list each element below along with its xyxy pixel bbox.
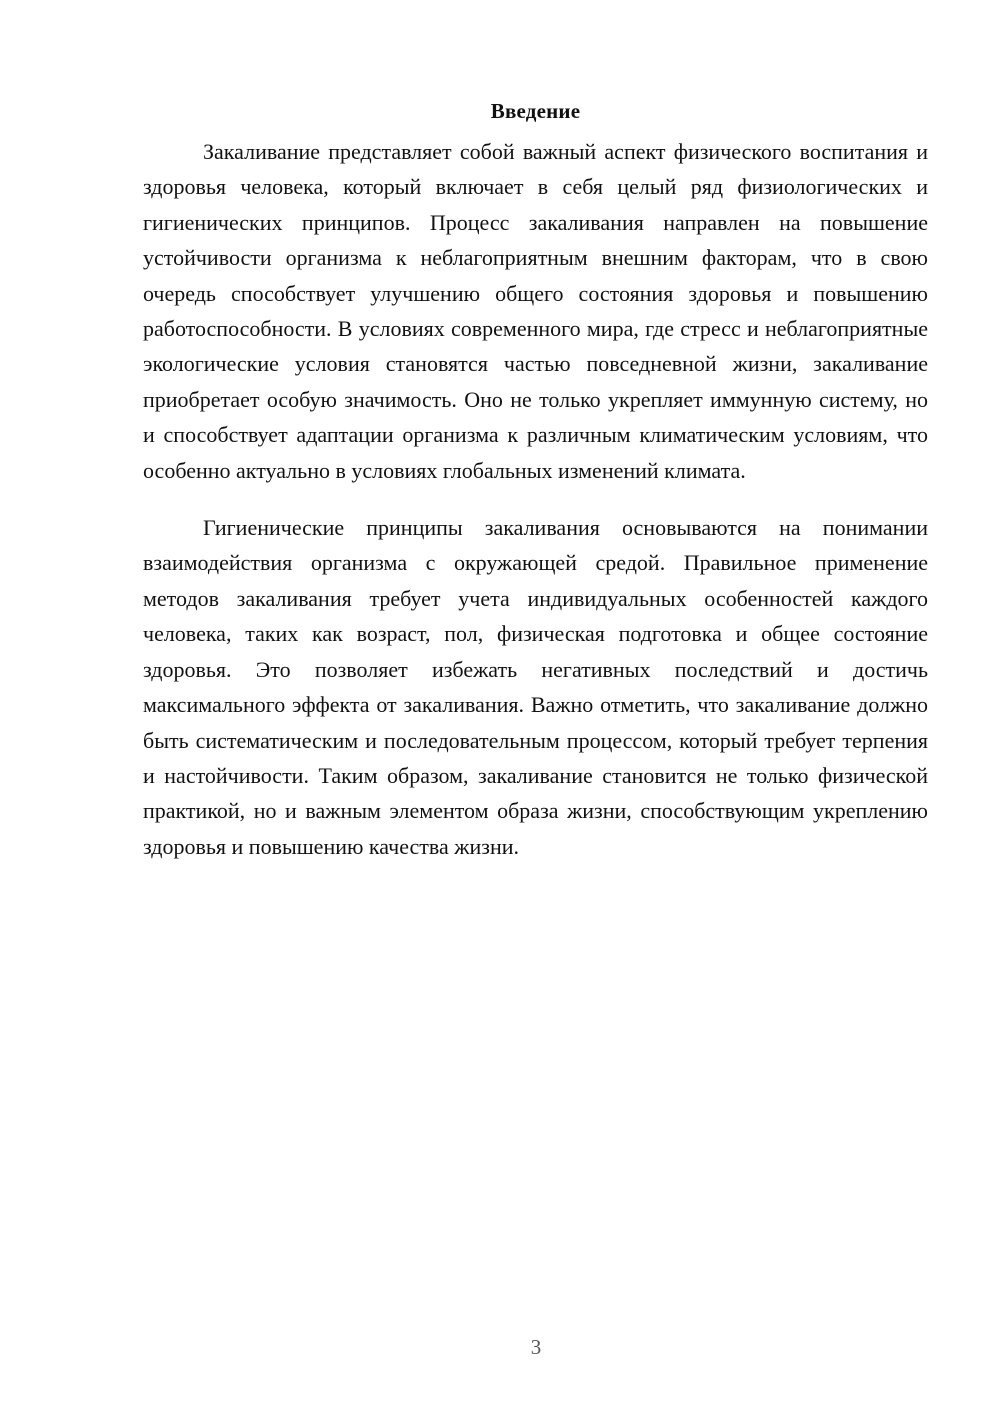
paragraph-1: Закаливание представляет собой важный аспект физического воспитания и здоровья человека, который включает в себя целый ряд физиологических и гигиенических принципов. Процесс закаливания направлен на повышение устойчивости организма к неблагоприятным внешним факторам, что в свою очередь способствует улучшению общего состояния здоровья и повышению работоспособности. В условиях современного мира, где стресс и неблагоприятные экологические условия становятся частью повседневной жизни, закаливание приобретает особую значимость. Оно не только укрепляет иммунную систему, но и способствует адаптации организма к различным климатическим условиям, что особенно актуально в условиях глобальных изменений климата. xyxy=(143,139,928,483)
section-heading: Введение xyxy=(490,99,581,123)
page-content xyxy=(143,96,928,864)
paragraph-2: Гигиенические принципы закаливания основываются на понимании взаимодействия организма с окружающей средой. Правильное применение методов закаливания требует учета индивидуальных особенностей каждого человека, таких как возраст, пол, физическая подготовка и общее состояние здоровья. Это позволяет избежать негативных последствий и достичь максимального эффекта от закаливания. Важно отметить, что закаливание должно быть систематическим и последовательным процессом, который требует терпения и настойчивости. Таким образом, закаливание становится не только физической практикой, но и важным элементом образа жизни, способствующим укреплению здоровья и повышению качества жизни. xyxy=(143,515,928,859)
page-number: 3 xyxy=(530,1335,542,1359)
